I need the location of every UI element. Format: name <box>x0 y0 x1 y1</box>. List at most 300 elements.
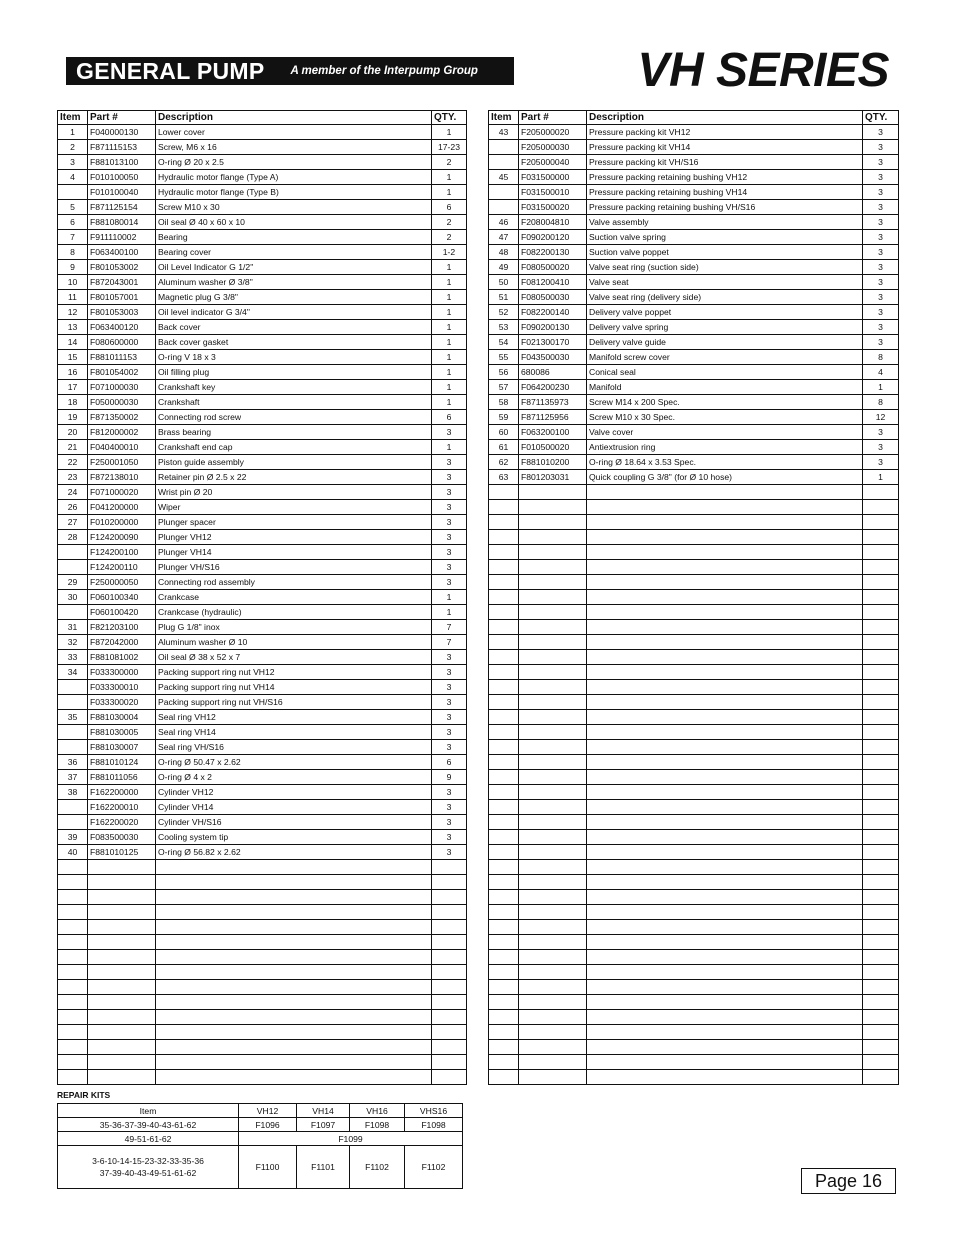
cell-item <box>489 890 519 905</box>
cell-item <box>489 650 519 665</box>
cell-item: 26 <box>58 500 88 515</box>
kits-value: F1102 <box>405 1146 463 1189</box>
cell-desc <box>587 1010 863 1025</box>
kits-item: 35-36-37-39-40-43-61-62 <box>58 1118 239 1132</box>
empty-row <box>489 635 899 650</box>
cell-qty: 3 <box>863 335 899 350</box>
empty-row <box>489 770 899 785</box>
cell-part: F080500020 <box>519 260 587 275</box>
cell-desc: Piston guide assembly <box>156 455 432 470</box>
cell-desc: Conical seal <box>587 365 863 380</box>
cell-desc <box>587 545 863 560</box>
table-header-row <box>58 111 467 125</box>
cell-item <box>58 545 88 560</box>
column-header-item: Item <box>58 111 88 125</box>
cell-part <box>519 1025 587 1040</box>
empty-row <box>489 815 899 830</box>
cell-desc <box>587 890 863 905</box>
cell-part: F090200130 <box>519 320 587 335</box>
cell-qty <box>863 545 899 560</box>
cell-qty <box>863 530 899 545</box>
cell-desc <box>156 965 432 980</box>
table-row <box>58 500 467 515</box>
cell-qty: 3 <box>432 845 467 860</box>
table-row <box>489 185 899 200</box>
cell-qty: 3 <box>863 320 899 335</box>
empty-row <box>58 935 467 950</box>
cell-part: F205000040 <box>519 155 587 170</box>
table-row <box>58 320 467 335</box>
cell-part: F010500020 <box>519 440 587 455</box>
cell-qty: 1 <box>432 275 467 290</box>
empty-row <box>489 485 899 500</box>
empty-row <box>489 560 899 575</box>
table-row <box>489 125 899 140</box>
cell-item <box>489 560 519 575</box>
cell-desc <box>587 830 863 845</box>
cell-part <box>519 590 587 605</box>
empty-row <box>58 890 467 905</box>
cell-desc: O-ring Ø 4 x 2 <box>156 770 432 785</box>
table-row <box>489 380 899 395</box>
empty-row <box>58 905 467 920</box>
cell-desc <box>587 1055 863 1070</box>
table-row <box>58 455 467 470</box>
cell-item: 62 <box>489 455 519 470</box>
cell-item <box>489 875 519 890</box>
cell-part: F801053003 <box>88 305 156 320</box>
empty-row <box>58 1055 467 1070</box>
cell-item: 52 <box>489 305 519 320</box>
cell-part: F090200120 <box>519 230 587 245</box>
cell-desc <box>587 680 863 695</box>
cell-part <box>519 530 587 545</box>
cell-item <box>58 1055 88 1070</box>
cell-part <box>519 740 587 755</box>
cell-item: 1 <box>58 125 88 140</box>
cell-part: F041200000 <box>88 500 156 515</box>
cell-desc <box>587 515 863 530</box>
cell-part <box>88 950 156 965</box>
cell-desc: Oil seal Ø 40 x 60 x 10 <box>156 215 432 230</box>
cell-desc: Magnetic plug G 3/8" <box>156 290 432 305</box>
cell-qty: 7 <box>432 635 467 650</box>
cell-desc: Back cover gasket <box>156 335 432 350</box>
cell-desc: Suction valve poppet <box>587 245 863 260</box>
table-row <box>489 335 899 350</box>
cell-qty: 6 <box>432 200 467 215</box>
cell-desc: Packing support ring nut VH/S16 <box>156 695 432 710</box>
cell-qty <box>432 950 467 965</box>
cell-item: 57 <box>489 380 519 395</box>
cell-desc <box>587 845 863 860</box>
table-row <box>58 845 467 860</box>
cell-item: 51 <box>489 290 519 305</box>
table-row <box>58 260 467 275</box>
cell-part: F871125154 <box>88 200 156 215</box>
parts-table-right <box>488 110 899 1085</box>
cell-part: F031500010 <box>519 185 587 200</box>
cell-part <box>88 1070 156 1085</box>
cell-desc: Bearing <box>156 230 432 245</box>
cell-qty: 3 <box>432 830 467 845</box>
cell-qty <box>432 1010 467 1025</box>
cell-part: F881030005 <box>88 725 156 740</box>
table-row <box>489 245 899 260</box>
cell-desc: Wrist pin Ø 20 <box>156 485 432 500</box>
table-row <box>58 290 467 305</box>
empty-row <box>489 650 899 665</box>
cell-qty: 3 <box>863 125 899 140</box>
cell-qty: 3 <box>863 290 899 305</box>
cell-item <box>58 1025 88 1040</box>
cell-item: 46 <box>489 215 519 230</box>
brand-banner <box>66 57 514 85</box>
table-row <box>58 770 467 785</box>
cell-qty <box>863 650 899 665</box>
cell-desc: Seal ring VH/S16 <box>156 740 432 755</box>
table-row <box>58 200 467 215</box>
cell-item <box>489 830 519 845</box>
cell-desc <box>156 890 432 905</box>
cell-qty: 1 <box>432 350 467 365</box>
cell-part: F881011153 <box>88 350 156 365</box>
cell-qty <box>863 890 899 905</box>
kits-header-vh14: VH14 <box>297 1104 350 1118</box>
cell-qty: 7 <box>432 620 467 635</box>
cell-part: F881011056 <box>88 770 156 785</box>
cell-item: 45 <box>489 170 519 185</box>
cell-desc: Crankshaft key <box>156 380 432 395</box>
cell-desc: Screw M14 x 200 Spec. <box>587 395 863 410</box>
cell-desc <box>587 995 863 1010</box>
cell-part: F881013100 <box>88 155 156 170</box>
table-row <box>58 425 467 440</box>
empty-row <box>58 1010 467 1025</box>
cell-item: 17 <box>58 380 88 395</box>
cell-desc <box>587 950 863 965</box>
cell-qty: 1 <box>432 170 467 185</box>
cell-part <box>519 680 587 695</box>
cell-item: 20 <box>58 425 88 440</box>
cell-qty: 1 <box>432 290 467 305</box>
cell-qty: 3 <box>432 470 467 485</box>
kits-header-vh16: VH16 <box>350 1104 405 1118</box>
cell-desc <box>587 650 863 665</box>
cell-desc <box>156 1010 432 1025</box>
cell-qty: 3 <box>863 440 899 455</box>
cell-part: F871135973 <box>519 395 587 410</box>
cell-desc <box>587 815 863 830</box>
cell-part: F060100420 <box>88 605 156 620</box>
cell-item <box>58 890 88 905</box>
cell-item: 59 <box>489 410 519 425</box>
table-row <box>58 755 467 770</box>
cell-part <box>519 770 587 785</box>
kits-item: 49-51-61-62 <box>58 1132 239 1146</box>
cell-desc: Crankcase <box>156 590 432 605</box>
cell-item <box>489 965 519 980</box>
cell-qty <box>863 785 899 800</box>
cell-part: F124200110 <box>88 560 156 575</box>
cell-item: 6 <box>58 215 88 230</box>
cell-desc <box>156 875 432 890</box>
cell-part <box>88 890 156 905</box>
cell-item <box>489 755 519 770</box>
cell-item: 43 <box>489 125 519 140</box>
kits-value-merged: F1099 <box>239 1132 463 1146</box>
empty-row <box>489 1025 899 1040</box>
table-row <box>58 725 467 740</box>
cell-item <box>489 935 519 950</box>
cell-desc: Plug G 1/8" inox <box>156 620 432 635</box>
table-row <box>58 800 467 815</box>
cell-item <box>489 530 519 545</box>
cell-qty: 3 <box>863 170 899 185</box>
cell-item <box>58 875 88 890</box>
cell-qty: 1 <box>432 590 467 605</box>
cell-part: F081200410 <box>519 275 587 290</box>
cell-item: 58 <box>489 395 519 410</box>
cell-part: F881010124 <box>88 755 156 770</box>
empty-row <box>489 890 899 905</box>
cell-desc <box>587 935 863 950</box>
cell-part <box>519 845 587 860</box>
cell-qty <box>432 875 467 890</box>
cell-qty <box>863 845 899 860</box>
cell-item <box>58 965 88 980</box>
cell-item <box>58 800 88 815</box>
cell-part <box>519 950 587 965</box>
cell-item <box>58 740 88 755</box>
table-row <box>58 605 467 620</box>
cell-item: 36 <box>58 755 88 770</box>
cell-part: F801054002 <box>88 365 156 380</box>
cell-part: F205000020 <box>519 125 587 140</box>
empty-row <box>489 920 899 935</box>
cell-qty: 3 <box>432 530 467 545</box>
cell-part: F881010200 <box>519 455 587 470</box>
cell-desc <box>587 635 863 650</box>
empty-row <box>489 935 899 950</box>
cell-part: F010100040 <box>88 185 156 200</box>
table-row <box>489 365 899 380</box>
cell-qty: 3 <box>432 785 467 800</box>
cell-item <box>489 1025 519 1040</box>
cell-part: F205000030 <box>519 140 587 155</box>
kits-value: F1097 <box>297 1118 350 1132</box>
cell-item: 3 <box>58 155 88 170</box>
cell-qty <box>863 1070 899 1085</box>
cell-qty: 3 <box>432 680 467 695</box>
cell-part: F033300000 <box>88 665 156 680</box>
cell-qty <box>432 920 467 935</box>
kits-value: F1100 <box>239 1146 297 1189</box>
cell-desc: Packing support ring nut VH14 <box>156 680 432 695</box>
cell-item: 49 <box>489 260 519 275</box>
cell-part <box>88 935 156 950</box>
cell-desc <box>587 710 863 725</box>
cell-qty: 3 <box>432 515 467 530</box>
cell-desc <box>156 1040 432 1055</box>
cell-part: F064200230 <box>519 380 587 395</box>
cell-qty: 3 <box>432 425 467 440</box>
empty-row <box>489 605 899 620</box>
cell-qty: 8 <box>863 395 899 410</box>
cell-qty <box>863 755 899 770</box>
cell-qty: 3 <box>432 545 467 560</box>
kits-row <box>58 1146 463 1189</box>
cell-qty: 3 <box>432 455 467 470</box>
cell-part <box>519 860 587 875</box>
table-row <box>58 815 467 830</box>
cell-part <box>88 905 156 920</box>
empty-row <box>489 710 899 725</box>
cell-item <box>489 155 519 170</box>
cell-part: F821203100 <box>88 620 156 635</box>
cell-qty <box>432 860 467 875</box>
cell-qty <box>863 965 899 980</box>
table-row <box>58 350 467 365</box>
cell-qty: 2 <box>432 215 467 230</box>
column-header-part: Part # <box>519 111 587 125</box>
cell-part: F162200020 <box>88 815 156 830</box>
cell-desc: Oil level indicator G 3/4" <box>156 305 432 320</box>
cell-item <box>489 575 519 590</box>
cell-part: F881080014 <box>88 215 156 230</box>
table-row <box>58 665 467 680</box>
cell-part <box>519 890 587 905</box>
cell-desc <box>587 500 863 515</box>
cell-qty: 1 <box>863 470 899 485</box>
cell-desc: Quick coupling G 3/8" (for Ø 10 hose) <box>587 470 863 485</box>
cell-qty: 3 <box>863 260 899 275</box>
cell-qty <box>863 485 899 500</box>
cell-qty: 1 <box>432 185 467 200</box>
cell-qty <box>432 905 467 920</box>
cell-part: F033300010 <box>88 680 156 695</box>
cell-item <box>58 605 88 620</box>
column-header-description: Description <box>587 111 863 125</box>
cell-qty: 3 <box>432 665 467 680</box>
cell-desc: Pressure packing kit VH/S16 <box>587 155 863 170</box>
cell-item: 8 <box>58 245 88 260</box>
cell-part: F250000050 <box>88 575 156 590</box>
cell-item: 30 <box>58 590 88 605</box>
cell-qty: 3 <box>863 305 899 320</box>
cell-qty <box>863 680 899 695</box>
column-header-qty: QTY. <box>432 111 467 125</box>
cell-part: F872138010 <box>88 470 156 485</box>
cell-desc <box>156 1055 432 1070</box>
cell-item <box>58 905 88 920</box>
cell-desc: Connecting rod screw <box>156 410 432 425</box>
cell-part <box>519 965 587 980</box>
cell-qty: 1 <box>863 380 899 395</box>
cell-part: F162200010 <box>88 800 156 815</box>
cell-qty <box>432 1055 467 1070</box>
kits-value: F1101 <box>297 1146 350 1189</box>
empty-row <box>58 950 467 965</box>
cell-qty <box>863 1025 899 1040</box>
cell-item: 13 <box>58 320 88 335</box>
cell-item: 14 <box>58 335 88 350</box>
cell-item <box>489 590 519 605</box>
empty-row <box>58 860 467 875</box>
empty-row <box>58 1025 467 1040</box>
cell-item <box>489 515 519 530</box>
table-row <box>58 515 467 530</box>
cell-desc: Bearing cover <box>156 245 432 260</box>
cell-item: 24 <box>58 485 88 500</box>
cell-qty: 1 <box>432 335 467 350</box>
column-header-description: Description <box>156 111 432 125</box>
cell-qty <box>863 575 899 590</box>
cell-part: F124200090 <box>88 530 156 545</box>
cell-item: 22 <box>58 455 88 470</box>
table-row <box>58 215 467 230</box>
empty-row <box>58 965 467 980</box>
cell-desc <box>587 620 863 635</box>
cell-item <box>58 950 88 965</box>
table-row <box>489 410 899 425</box>
cell-part <box>519 875 587 890</box>
cell-desc: Valve seat ring (delivery side) <box>587 290 863 305</box>
cell-item <box>489 485 519 500</box>
cell-qty: 3 <box>863 140 899 155</box>
cell-item <box>58 995 88 1010</box>
empty-row <box>58 995 467 1010</box>
table-row <box>58 305 467 320</box>
cell-item <box>489 710 519 725</box>
cell-desc <box>587 755 863 770</box>
cell-item: 11 <box>58 290 88 305</box>
cell-part: F801057001 <box>88 290 156 305</box>
cell-desc: Plunger VH12 <box>156 530 432 545</box>
table-row <box>489 470 899 485</box>
cell-qty: 1 <box>432 365 467 380</box>
empty-row <box>489 515 899 530</box>
cell-item: 15 <box>58 350 88 365</box>
cell-part: F881030007 <box>88 740 156 755</box>
cell-item: 53 <box>489 320 519 335</box>
cell-qty <box>863 740 899 755</box>
table-row <box>58 710 467 725</box>
empty-row <box>489 500 899 515</box>
brand-tagline: A member of the Interpump Group <box>290 65 478 77</box>
cell-desc: Valve assembly <box>587 215 863 230</box>
cell-part <box>519 905 587 920</box>
cell-qty: 1 <box>432 395 467 410</box>
table-row <box>489 320 899 335</box>
cell-desc <box>156 995 432 1010</box>
cell-desc <box>156 920 432 935</box>
cell-part: F063400100 <box>88 245 156 260</box>
table-row <box>58 635 467 650</box>
cell-desc <box>156 1070 432 1085</box>
cell-desc: Pressure packing kit VH14 <box>587 140 863 155</box>
cell-qty <box>863 770 899 785</box>
cell-qty <box>863 605 899 620</box>
cell-desc <box>587 800 863 815</box>
cell-item <box>489 200 519 215</box>
table-row <box>58 170 467 185</box>
cell-qty <box>863 500 899 515</box>
cell-part: F881030004 <box>88 710 156 725</box>
cell-desc <box>156 905 432 920</box>
page-number: Page 16 <box>801 1168 896 1194</box>
cell-part: F881081002 <box>88 650 156 665</box>
